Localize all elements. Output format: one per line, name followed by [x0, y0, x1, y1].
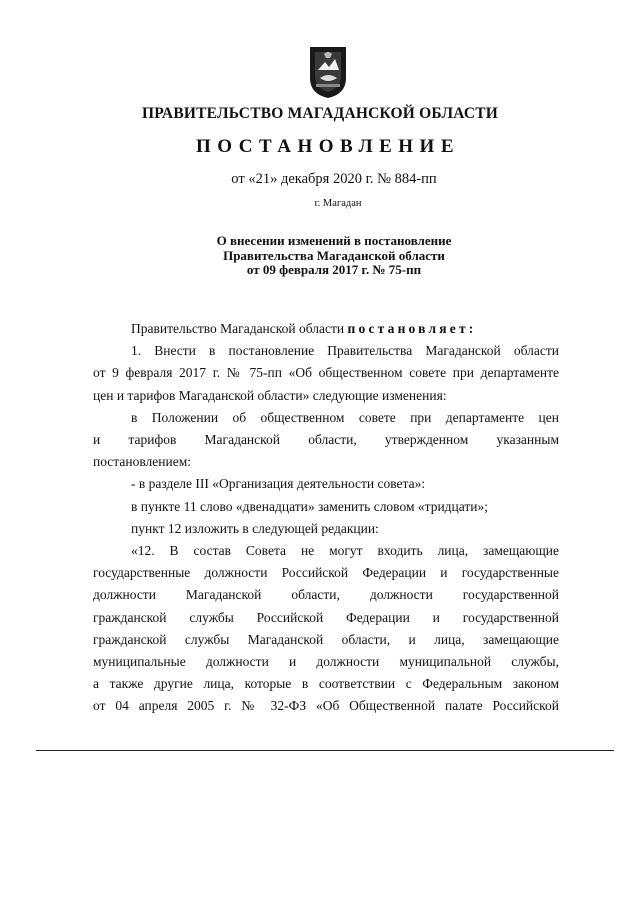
paragraph-2-line: постановлением:: [93, 454, 191, 470]
paragraph-6-line: гражданской службы Магаданской области, и лица, замещающие: [93, 631, 559, 647]
subject-line-1: О внесении изменений в постановление: [216, 233, 452, 248]
subject-line-2: Правительства Магаданской области: [223, 247, 445, 263]
paragraph-4: в пункте 11 слово «двенадцати» заменить словом «тридцати»;: [131, 498, 489, 514]
paragraph-6-line: «12. В состав Совета не могут входить лица, замещающие: [131, 543, 559, 559]
city: г. Магадан: [314, 198, 362, 209]
decree-subject: [0, 234, 640, 278]
paragraph-3: - в разделе III «Организация деятельности совета»:: [131, 476, 426, 492]
paragraph-6-line: должности Магаданской области, должности государственной: [93, 587, 559, 603]
subject-line-3: от 09 февраля 2017 г. № 75-пп: [246, 262, 422, 277]
paragraph-6-line: от 04 апреля 2005 г. № 32-ФЗ «Об Общественной палате Российской: [93, 698, 559, 714]
paragraph-5: пункт 12 изложить в следующей редакции:: [131, 520, 379, 536]
paragraph-6-line: гражданской службы Российской Федерации и государственной: [93, 609, 559, 625]
intro-verb: постановляет:: [347, 321, 477, 336]
intro-text: Правительство Магаданской области: [131, 321, 345, 336]
coat-of-arms-icon: [306, 44, 350, 100]
paragraph-6-line: государственные должности Российской Федерации и государственные: [93, 565, 559, 581]
document-type: ПОСТАНОВЛЕНИЕ: [195, 136, 461, 157]
paragraph-2-line: и тарифов Магаданской области, утвержденном указанным: [93, 432, 559, 448]
paragraph-1-line: цен и тарифов Магаданской области» следующие изменения:: [93, 387, 447, 403]
paragraph-2-line: в Положении об общественном совете при департаменте цен: [131, 409, 559, 425]
paragraph-6-line: муниципальные должности и должности муниципальной службы,: [93, 654, 559, 670]
decree-body: [93, 318, 559, 718]
paragraph-1-line: 1. Внести в постановление Правительства Магаданской области: [131, 343, 559, 359]
paragraph-1-line: от 9 февраля 2017 г. № 75-пп «Об общественном совете при департаменте: [93, 365, 559, 381]
page-bottom-rule: [36, 750, 614, 751]
government-title: ПРАВИТЕЛЬСТВО МАГАДАНСКОЙ ОБЛАСТИ: [141, 105, 499, 122]
decree-date-number: от «21» декабря 2020 г. № 884-пп: [231, 171, 437, 187]
paragraph-6-line: а также другие лица, которые в соответствии с Федеральным законом: [93, 676, 559, 692]
intro-paragraph: [93, 318, 559, 340]
